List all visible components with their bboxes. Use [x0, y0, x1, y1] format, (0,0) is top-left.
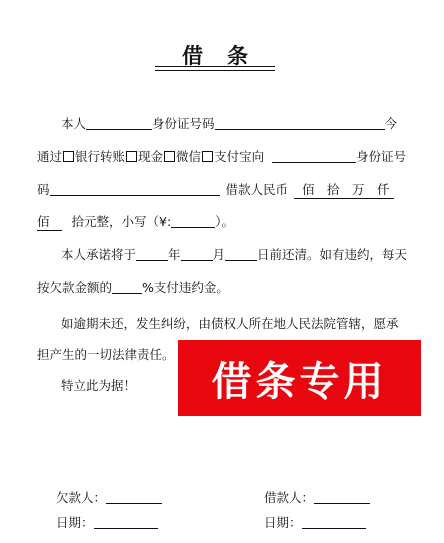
creditor-id-blank[interactable]	[50, 182, 220, 196]
text-jin: 今	[384, 116, 398, 131]
checkbox-alipay[interactable]	[202, 151, 213, 162]
text-borrow-rmb: 借款人民币	[225, 182, 289, 197]
text-tong-guo: 通过	[37, 149, 63, 164]
text-year: 年	[168, 247, 181, 262]
name-blank[interactable]	[86, 116, 152, 130]
text-penalty: %支付违约金。	[142, 280, 229, 295]
text-id-number-2: 身份证号	[356, 149, 407, 164]
debtor-blank[interactable]	[106, 490, 162, 504]
debtor-label: 欠款人：	[56, 490, 107, 505]
creditor-blank[interactable]	[314, 490, 370, 504]
loan-note-stamp: 借条专用	[178, 340, 421, 416]
checkbox-bank-transfer[interactable]	[63, 151, 74, 162]
paragraph-4: 特立此为据！	[61, 378, 137, 393]
debtor-date-label: 日期：	[56, 515, 94, 530]
option-wechat: 微信	[176, 149, 202, 164]
option-bank-transfer: 银行转账	[75, 149, 126, 164]
day-blank[interactable]	[225, 247, 257, 261]
text-amount-lowercase: 拾元整，小写（¥:	[71, 214, 172, 229]
creditor-signature	[264, 488, 370, 506]
paragraph-3-line-1: 如逾期未还，发生纠纷，由债权人所在地人民法院管辖，愿承	[61, 316, 399, 331]
amount-number-blank[interactable]	[171, 214, 215, 228]
debtor-date	[56, 513, 158, 531]
creditor-label: 借款人：	[264, 490, 315, 505]
title-underline-bottom	[155, 70, 275, 71]
debtor-signature	[56, 488, 162, 506]
text-by-amount: 按欠款金额的	[37, 280, 113, 295]
penalty-percent-blank[interactable]	[112, 280, 142, 294]
paragraph-2-line-1	[61, 247, 407, 263]
debtor-date-blank[interactable]	[94, 515, 158, 529]
paragraph-1-line-2	[37, 149, 406, 165]
option-cash: 现金	[138, 149, 164, 164]
text-close-paren: ）。	[215, 214, 234, 229]
creditor-date	[264, 513, 366, 531]
paragraph-1-line-3	[37, 182, 394, 198]
text-repay: 日前还清。如有违约，每天	[257, 247, 408, 262]
text-promise: 本人承诺将于	[61, 247, 137, 262]
creditor-name-blank[interactable]	[272, 149, 356, 163]
paragraph-3-line-2: 担产生的一切法律责任。	[37, 347, 175, 362]
paragraph-1-line-1	[61, 116, 397, 132]
checkbox-wechat[interactable]	[164, 151, 175, 162]
amount-in-words-units: 佰 拾 万 仟	[294, 182, 394, 199]
title-underline-top	[155, 66, 275, 67]
creditor-date-blank[interactable]	[302, 515, 366, 529]
text-ma: 码	[37, 182, 50, 197]
paragraph-2-line-2	[37, 280, 229, 296]
text-ben-ren: 本人	[61, 116, 87, 131]
text-bai: 佰	[37, 214, 62, 231]
option-alipay: 支付宝向	[214, 149, 265, 164]
document-title: 借条	[182, 44, 272, 68]
year-blank[interactable]	[136, 247, 168, 261]
paragraph-1-line-4	[37, 214, 234, 230]
creditor-date-label: 日期：	[264, 515, 302, 530]
month-blank[interactable]	[181, 247, 213, 261]
text-month: 月	[212, 247, 226, 262]
id-number-blank[interactable]	[215, 116, 385, 130]
checkbox-cash[interactable]	[126, 151, 137, 162]
text-id-number: 身份证号码	[152, 116, 215, 131]
